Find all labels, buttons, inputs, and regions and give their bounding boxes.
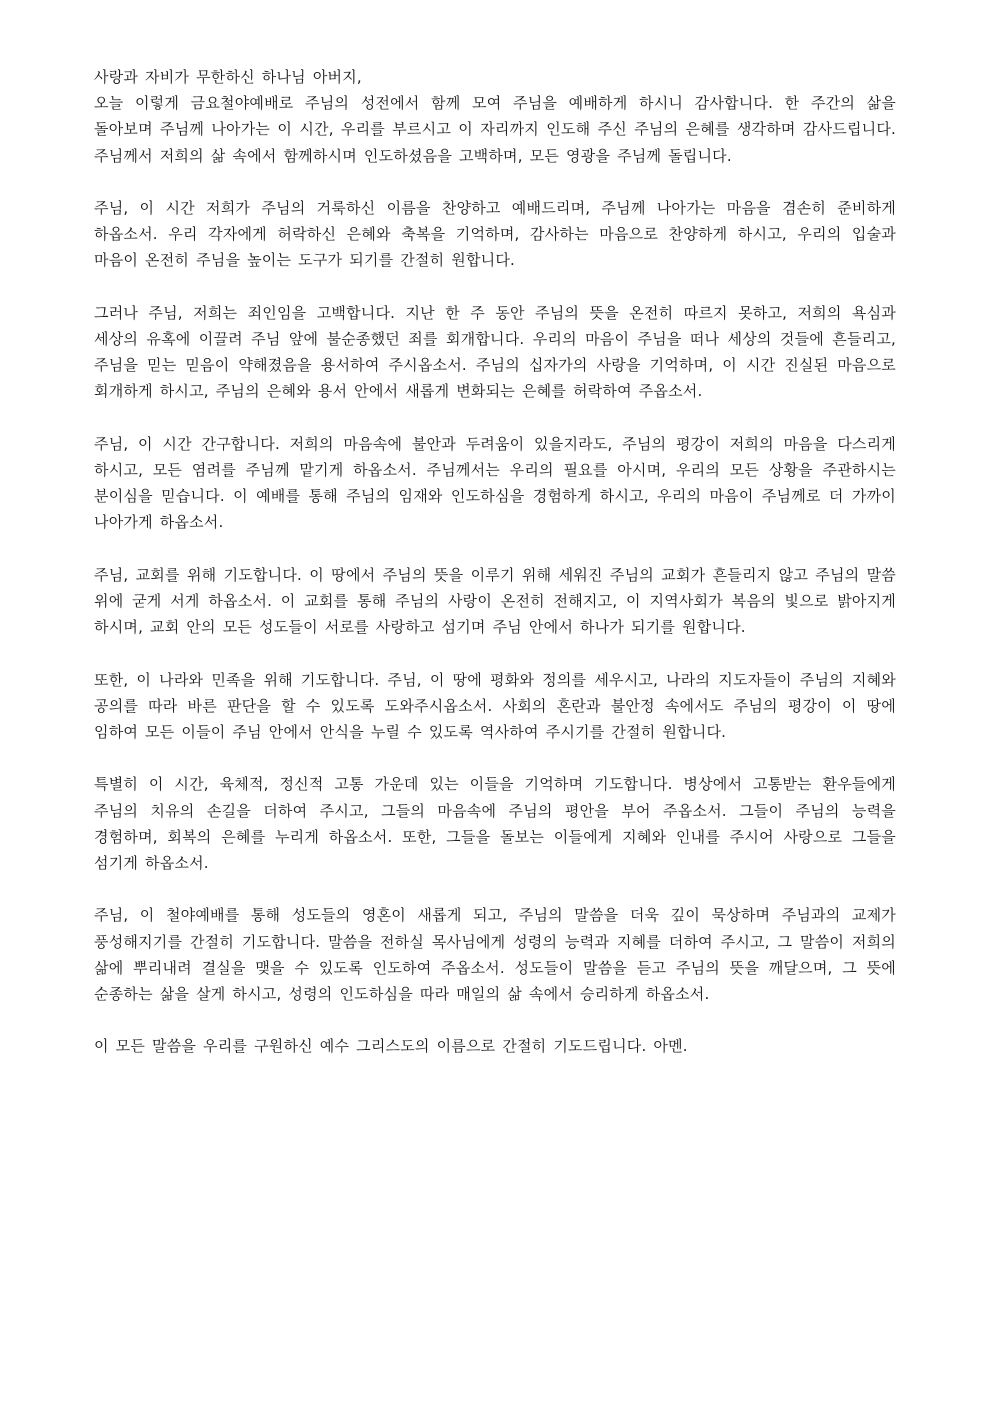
paragraph-3: 그러나 주님, 저희는 죄인임을 고백합니다. 지난 한 주 동안 주님의 뜻을 온전히 따르지 못하고, 저희의 욕심과 세상의 유혹에 이끌려 주님 앞에 불순종했던 죄를 회개합니다. 우리의 마음이 주님을 떠나 세상의 것들에 흔들리고, 주님을 믿는 믿음이 약해졌음을 용서하여 주시옵소서. 주님의 십자가의 사랑을 기억하며, 이 시간 진실된 마음으로 회개하게 하시고, 주님의 은혜와 용서 안에서 새롭게 변화되는 은혜를 허락하여 주옵소서. <box>94 303 896 401</box>
paragraph-6: 또한, 이 나라와 민족을 위해 기도합니다. 주님, 이 땅에 평화와 정의를 세우시고, 나라의 지도자들이 주님의 지혜와 공의를 따라 바른 판단을 할 수 있도록 도와주시옵소서. 사회의 혼란과 불안정 속에서도 주님의 평강이 이 땅에 임하여 모든 이들이 주님 안에서 안식을 누릴 수 있도록 역사하여 주시기를 간절히 원합니다. <box>94 670 896 741</box>
paragraph-7: 특별히 이 시간, 육체적, 정신적 고통 가운데 있는 이들을 기억하며 기도합니다. 병상에서 고통받는 환우들에게 주님의 치유의 손길을 더하여 주시고, 그들의 마음속에 주님의 평안을 부어 주옵소서. 그들이 주님의 능력을 경험하며, 회복의 은혜를 누리게 하옵소서. 또한, 그들을 돌보는 이들에게 지혜와 인내를 주시어 사랑으로 그들을 섬기게 하옵소서. <box>94 775 896 872</box>
paragraph-8: 주님, 이 철야예배를 통해 성도들의 영혼이 새롭게 되고, 주님의 말씀을 더욱 깊이 묵상하며 주님과의 교제가 풍성해지기를 간절히 기도합니다. 말씀을 전하실 목사님에게 성령의 능력과 지혜를 더하여 주시고, 그 말씀이 저희의 삶에 뿌리내려 결실을 맺을 수 있도록 인도하여 주옵소서. 성도들이 말씀을 듣고 주님의 뜻을 깨달으며, 그 뜻에 순종하는 삶을 살게 하시고, 성령의 인도하심을 따라 매일의 삶 속에서 승리하게 하옵소서. <box>94 906 896 1003</box>
paragraph-1: 사랑과 자비가 무한하신 하나님 아버지, 오늘 이렇게 금요철야예배로 주님의 성전에서 함께 모여 주님을 예배하게 하시니 감사합니다. 한 주간의 삶을 돌아보며 주님께 나아가는 이 시간, 우리를 부르시고 이 자리까지 인도해 주신 주님의 은혜를 생각하며 감사드립니다. 주님께서 저희의 삶 속에서 함께하시며 인도하셨음을 고백하며, 모든 영광을 주님께 돌립니다. <box>94 68 896 165</box>
paragraph-5: 주님, 교회를 위해 기도합니다. 이 땅에서 주님의 뜻을 이루기 위해 세워진 주님의 교회가 흔들리지 않고 주님의 말씀 위에 굳게 서게 하옵소서. 이 교회를 통해 주님의 사랑이 온전히 전해지고, 이 지역사회가 복음의 빛으로 밝아지게 하시며, 교회 안의 모든 성도들이 서로를 사랑하고 섬기며 주님 안에서 하나가 되기를 원합니다. <box>94 565 896 637</box>
paragraph-4: 주님, 이 시간 간구합니다. 저희의 마음속에 불안과 두려움이 있을지라도, 주님의 평강이 저희의 마음을 다스리게 하시고, 모든 염려를 주님께 맡기게 하옵소서. 주님께서는 우리의 필요를 아시며, 우리의 모든 상황을 주관하시는 분이심을 믿습니다. 이 예배를 통해 주님의 임재와 인도하심을 경험하게 하시고, 우리의 마음이 주님께로 더 가까이 나아가게 하옵소서. <box>94 434 896 532</box>
paragraph-9: 이 모든 말씀을 우리를 구원하신 예수 그리스도의 이름으로 간절히 기도드립니다. 아멘. <box>94 1037 688 1056</box>
paragraph-2: 주님, 이 시간 저희가 주님의 거룩하신 이름을 찬양하고 예배드리며, 주님께 나아가는 마음을 겸손히 준비하게 하옵소서. 우리 각자에게 허락하신 은혜와 축복을 기억하며, 감사하는 마음으로 찬양하게 하시고, 우리의 입술과 마음이 온전히 주님을 높이는 도구가 되기를 간절히 원합니다. <box>94 199 896 270</box>
